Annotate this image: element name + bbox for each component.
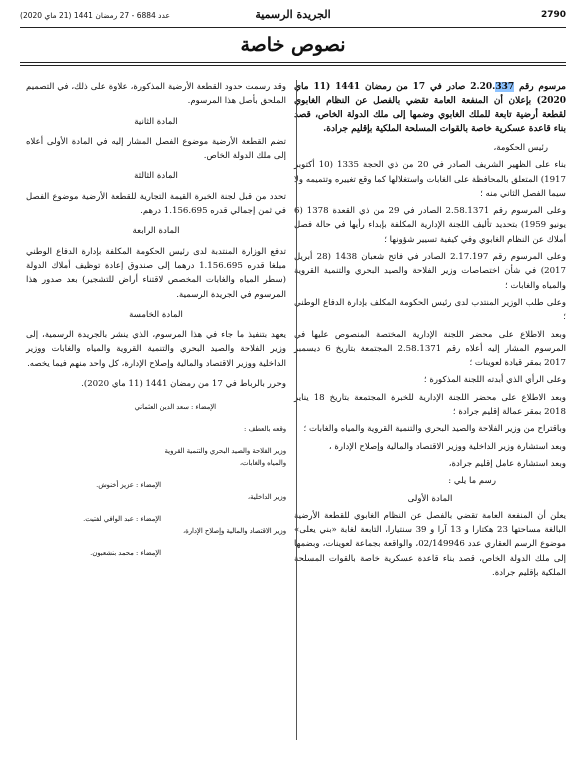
preamble-committee: وبعد الاطلاع على محضر اللجنة الإدارية المختصة المنصوص عليها في المرسوم المشار إليه أعلاه رقم 2.58.1371 المجتمعة بتاريخ 6 ديسمبر 2017 بمقر قيادة لعوينات ؛ [294, 329, 567, 369]
page-header [20, 8, 566, 28]
article-2-text: تضم القطعة الأرضية موضوع الفصل المشار إليه في المادة الأولى أعلاه إلى ملك الدولة الخاص. [26, 136, 286, 162]
preamble-opinion: وعلى الرأي الذي أبدته اللجنة المذكورة ؛ [423, 375, 566, 386]
signature-akhannouch: الإمضاء : عزيز أخنوش. [96, 481, 161, 490]
article-4-text: تدفع الوزارة المنتدبة لدى رئيس الحكومة المكلفة بإدارة الدفاع الوطني مبلغا قدره 1.156.695 درهما إلى صندوق إعادة توظيف أملاك الدولة (سطر المياه والغابات المخصص لاقتناء أراض للتشجير) بعد صدور هذا المرسوم في الجريدة الرسمية. [26, 246, 286, 300]
header-rule [20, 27, 566, 28]
article-3-text: تحدد من قبل لجنة الخبرة القيمة التجارية للقطعة الأرضية موضوع الفصل في ثمن إجمالي قدره 1.156.695 درهم. [26, 191, 286, 217]
decree-formula: رسم ما يلي : [448, 476, 496, 487]
preamble-request: وعلى طلب الوزير المنتدب لدى رئيس الحكومة المكلف بإدارة الدفاع الوطني ؛ [294, 297, 566, 323]
gazette-name: الجريدة الرسمية [255, 8, 331, 21]
minister-finance: وزير الاقتصاد والمالية وإصلاح الإدارة، [182, 527, 286, 536]
preamble-proposal: وباقتراح من وزير الفلاحة والصيد البحري والتنمية القروية والمياه والغابات ؛ [303, 424, 566, 435]
decree-title [294, 80, 566, 136]
article-5-title: المادة الخامسة [129, 309, 183, 320]
article-1-title: المادة الأولى [407, 493, 453, 504]
article-5-text: يعهد بتنفيذ ما جاء في هذا المرسوم، الذي ينشر بالجريدة الرسمية، إلى وزير الفلاحة والصيد البحري والتنمية القروية والمياه والغابات ووزير الداخلية ووزير الاقتصاد والمالية وإصلاح الإدارة، كل واحد منهم فيما يخصه. [26, 330, 286, 369]
left-column [26, 80, 286, 559]
preamble-pm: رئيس الحكومة، [493, 143, 548, 153]
signature-benchaaboun: الإمضاء : محمد بنشعبون. [90, 549, 161, 558]
preamble-expertise: وبعد الاطلاع على محضر اللجنة الإدارية للخبرة المجتمعة بتاريخ 18 يناير 2018 بمقر عمالة إقليم جرادة ؛ [294, 392, 566, 418]
preamble-decree-1959: وعلى المرسوم رقم 2.58.1371 الصادر في 29 من ذي القعدة 1378 (6 يونيو 1959) بتحديد تأليف اللجنة الإدارية المكلفة بإبداء رأيها في حالة فصل أملاك عن النظام الغابوي وفي كيفية تسيير شؤونها ؛ [294, 206, 566, 245]
title-rule-top [20, 62, 566, 63]
page-number: 2790 [540, 10, 566, 20]
closing-date: وحرر بالرباط في 17 من رمضان 1441 (11 ماي 2020). [81, 379, 286, 390]
minister-agriculture-2: والمياه والغابات، [239, 459, 286, 468]
countersign-label: وقعه بالعطف : [244, 425, 286, 434]
minister-agriculture: وزير الفلاحة والصيد البحري والتنمية القروية [164, 447, 286, 456]
title-rule-bottom [20, 65, 566, 66]
decree-number: 2.20. [470, 82, 496, 92]
signature-laftit: الإمضاء : عبد الوافي لفتيت. [83, 515, 161, 524]
signature-pm: الإمضاء : سعد الدين العثماني [134, 403, 216, 412]
preamble-decree-2017: وعلى المرسوم رقم 2.17.197 الصادر في فاتح شعبان 1438 (28 أبريل 2017) في شأن اختصاصات وزير الفلاحة والصيد البحري والتنمية القروية والمياه والغابات ؛ [294, 252, 566, 291]
article-4-title: المادة الرابعة [132, 226, 180, 237]
boundaries-text: وقد رسمت حدود القطعة الأرضية المذكورة، علاوة على ذلك، في التصميم الملحق بأصل هذا المرسوم. [26, 82, 286, 107]
highlighted-number: 337 [495, 82, 515, 92]
signatures [26, 401, 286, 559]
decree-title-prefix: مرسوم رقم [514, 82, 566, 92]
issue-info: عدد 6884 - 27 رمضان 1441 (21 ماي 2020) [20, 11, 170, 20]
minister-interior: وزير الداخلية، [247, 493, 286, 502]
preamble-dahir: بناء على الظهير الشريف الصادر في 20 من ذي الحجة 1335 (10 أكتوبر 1917) المتعلق بالمحافظة على الغابات واستغلالها كما وقع تغييره وتتميمه ولا سيما الفصل الثاني منه ؛ [294, 160, 566, 199]
article-3-title: المادة الثالثة [134, 171, 178, 182]
column-divider [296, 80, 297, 740]
right-column [294, 80, 566, 583]
article-1-text: يعلن أن المنفعة العامة تقضي بالفصل عن النظام الغابوي للقطعة الأرضية البالغة مساحتها 23 هكتارا و 13 آرا و 39 سنتيارا، التابعة لغابة «بني يعلى» موضوع الرسم العقاري عدد 02/149946، والواقعة بجماعة لعوينات، وبضمها إلى ملك الدولة الخاص، قصد بناء قاعدة عسكرية خاصة بالقوات المسلحة الملكية بإقليم جرادة. [294, 510, 566, 579]
preamble-governor: وبعد استشارة عامل إقليم جرادة، [448, 458, 566, 469]
preamble-consultation: وبعد استشارة وزير الداخلية ووزير الاقتصاد والمالية وإصلاح الإدارة ، [328, 441, 566, 452]
section-title: نصوص خاصة [240, 34, 346, 56]
decree-title-text: صادر في 17 من رمضان 1441 (11 ماي 2020) بإعلان أن المنفعة العامة تقضي بالفصل عن النظام الغابوي لقطعة أرضية تابعة للملك الغابوي وضمها إلى ملك الدولة الخاص، قصد بناء قاعدة عسكرية خاصة بالقوات المسلحة الملكية بإقليم جرادة. [294, 82, 566, 134]
article-2-title: المادة الثانية [134, 116, 178, 127]
